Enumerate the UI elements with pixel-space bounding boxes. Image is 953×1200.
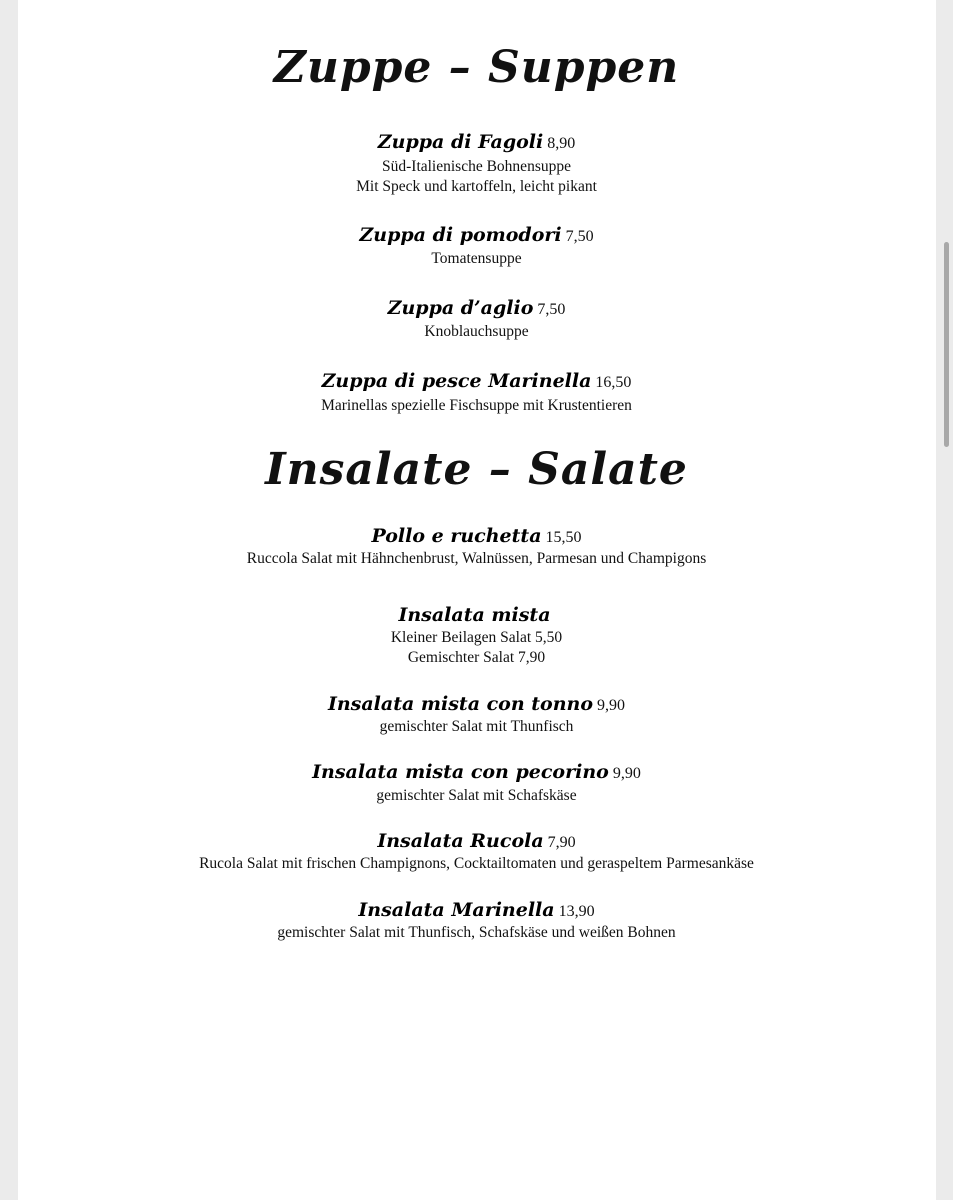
- menu-item-name: Zuppa d’aglio: [387, 297, 534, 319]
- menu-item-name-row: [0, 223, 953, 247]
- menu-item-name-row: [0, 524, 953, 548]
- menu-item-price: 15,50: [545, 529, 582, 546]
- menu-item-name-row: [0, 369, 953, 393]
- menu-item-price: 9,90: [597, 697, 626, 714]
- menu-item-price: 8,90: [547, 135, 576, 152]
- menu-item-price: 9,90: [612, 765, 641, 782]
- menu-item-name: Insalata mista: [398, 604, 551, 626]
- menu-item-name-row: [0, 829, 953, 853]
- salads-section-title: Insalate – Salate: [265, 444, 688, 495]
- menu-item-description: gemischter Salat mit Schafskäse: [376, 787, 577, 804]
- menu-item-name-row: [0, 130, 953, 154]
- menu-item-name: Insalata Rucola: [377, 830, 544, 852]
- menu-item-price: 7,90: [547, 834, 576, 851]
- menu-item-name: Insalata Marinella: [358, 899, 555, 921]
- menu-item-name: Insalata mista con pecorino: [312, 761, 609, 783]
- menu-item-price: 7,50: [537, 301, 566, 318]
- menu-item-description: Ruccola Salat mit Hähnchenbrust, Walnüssen, Parmesan und Champigons: [246, 550, 707, 567]
- menu-item-name-row: [0, 296, 953, 320]
- menu-item-name: Zuppa di pomodori: [359, 224, 562, 246]
- soups-section-title: Zuppe – Suppen: [273, 42, 680, 93]
- menu-item-name-row: [0, 603, 953, 627]
- menu-item-name: Insalata mista con tonno: [327, 693, 594, 715]
- menu-item-name: Zuppa di Fagoli: [377, 131, 544, 153]
- menu-item-name: Zuppa di pesce Marinella: [321, 370, 592, 392]
- menu-item-description: Marinellas spezielle Fischsuppe mit Krustentieren: [321, 397, 632, 414]
- menu-item-name-row: [0, 760, 953, 784]
- menu-item-name: Pollo e ruchetta: [371, 525, 542, 547]
- menu-item-name-row: [0, 692, 953, 716]
- menu-item-description: Gemischter Salat 7,90: [407, 649, 546, 666]
- menu-item-price: 16,50: [595, 374, 632, 391]
- menu-item-description: Süd-Italienische Bohnensuppe: [382, 158, 571, 175]
- menu-item-name-row: [0, 898, 953, 922]
- menu-item-description: Rucola Salat mit frischen Champignons, Cocktailtomaten und geraspeltem Parmesankäse: [199, 855, 754, 872]
- vertical-scrollbar[interactable]: [944, 242, 949, 447]
- menu-item-price: 7,50: [565, 228, 594, 245]
- menu-item-description: Knoblauchsuppe: [424, 323, 529, 340]
- menu-item-description: gemischter Salat mit Thunfisch: [379, 718, 574, 735]
- menu-item-description: gemischter Salat mit Thunfisch, Schafskäse und weißen Bohnen: [277, 924, 676, 941]
- menu-item-price: 13,90: [558, 903, 595, 920]
- menu-item-description: Tomatensuppe: [431, 250, 522, 267]
- menu-item-description: Kleiner Beilagen Salat 5,50: [390, 629, 563, 646]
- menu-item-description: Mit Speck und kartoffeln, leicht pikant: [356, 178, 597, 195]
